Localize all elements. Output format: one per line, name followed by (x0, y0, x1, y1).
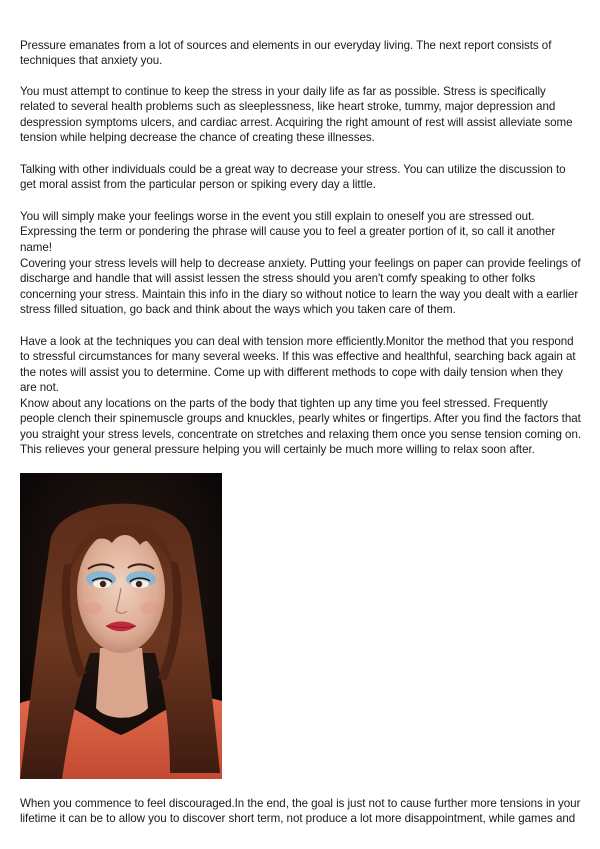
paragraph-talking: Talking with other individuals could be a great way to decrease your stress. You can utilize the discussion to get moral assist from the particular person or spiking every day a little. (20, 163, 566, 192)
paragraph-discouraged: When you commence to feel discouraged.In the end, the goal is just not to cause further more tensions in your lifetime it can be to allow you to discover short term, not produce a lot more disappointment, while games and (20, 797, 581, 826)
paragraph-intro: Pressure emanates from a lot of sources and elements in our everyday living. The next report consists of techniques that anxiety you. (20, 39, 552, 68)
paragraph-stress-health: You must attempt to continue to keep the stress in your daily life as far as possible. Stress is specifically related to several health problems such as sleeplessness, like heart stroke, tummy, major depression and despression symptoms ulcers, and cardiac arrest. Acquiring the right amount of rest will assist alleviate some tension while helping decrease the chance of creating these illnesses. (20, 85, 573, 145)
paragraph-body-locations: Know about any locations on the parts of the body that tighten up any time you feel stressed. Frequently people clench their spinemuscle groups and knuckles, pearly whites or fingertips. After you find the factors that you straight your stress levels, concentrate on stretches and relaxing them once you sense tension coming on. This relieves your general pressure helping you will certainly be much more willing to relax soon after. (20, 397, 582, 457)
portrait-photo (20, 473, 222, 779)
paragraph-techniques: Have a look at the techniques you can deal with tension more efficiently.Monitor the method that you respond to stressful circumstances for many several weeks. If this was effective and healthful, searching back again at the notes will assist you to determine. Come up with different methods to cope with daily tension when they are not. (20, 335, 576, 395)
paragraph-covering-stress: Covering your stress levels will help to decrease anxiety. Putting your feelings on paper can provide feelings of discharge and handle that will assist lessen the stress should you aren't comfy speaking to other folks concerning your stress. Maintain this info in the diary so without notice to learn the way you dealt with a earlier stress filled situation, go back and think about the ways which you taken care of them. (20, 257, 581, 317)
paragraph-feelings-worse: You will simply make your feelings worse in the event you still explain to oneself you are stressed out. Expressing the term or pondering the phrase will cause you to feel a greater portion of it, so call it another name! (20, 210, 556, 254)
portrait-image (20, 473, 222, 779)
